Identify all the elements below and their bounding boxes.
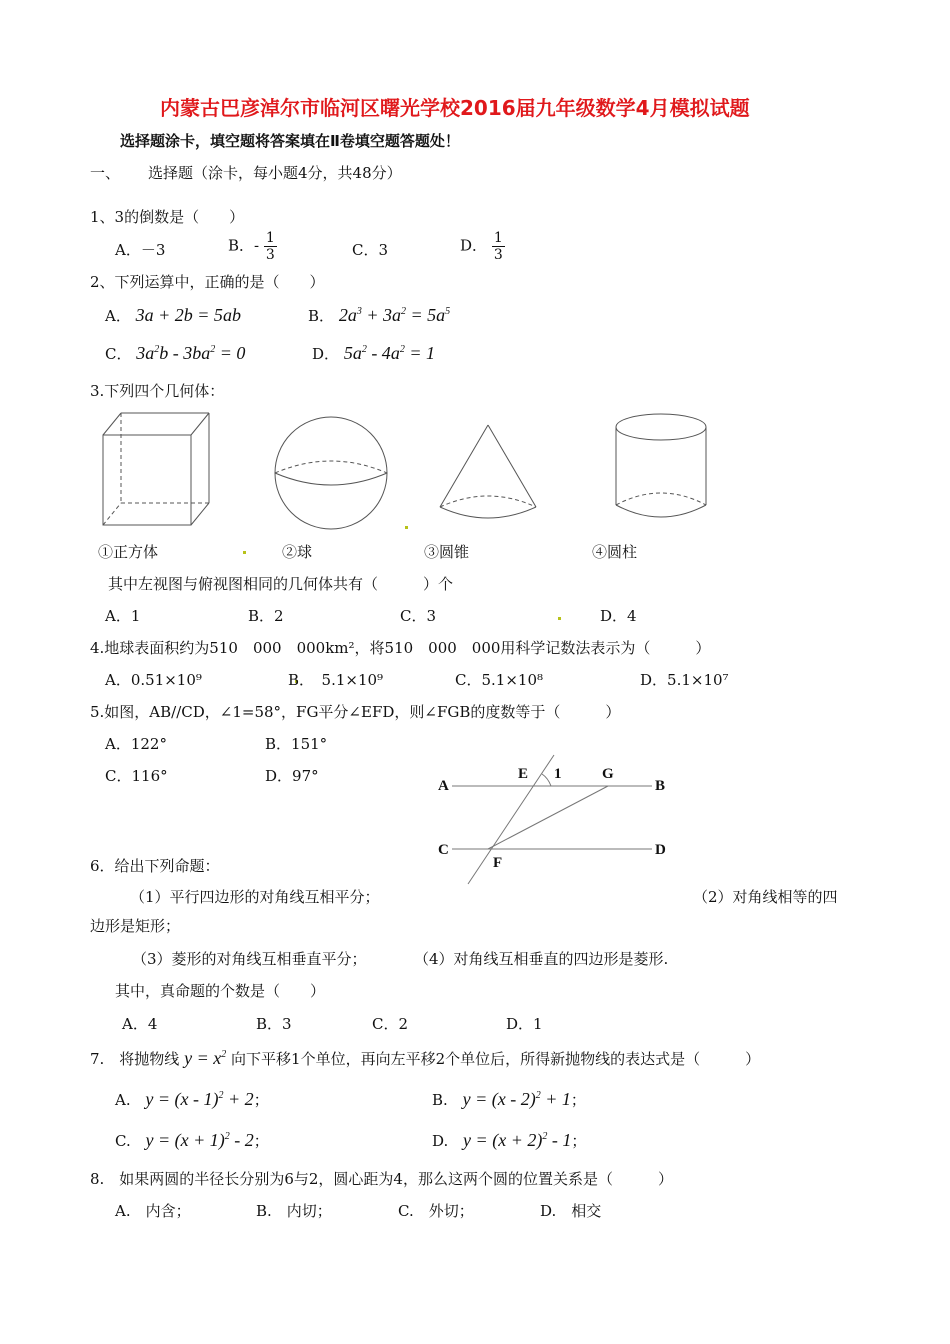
q6-option-d: D．1 xyxy=(506,1015,543,1033)
q3-solids-figure xyxy=(95,405,725,535)
q2-option-d: D． $5a^2 - 4a^2 = 1$ xyxy=(312,343,435,363)
q4-option-a: A．0.51×10⁹ xyxy=(105,671,202,689)
q6-option-b: B．3 xyxy=(256,1015,292,1033)
q3-label-cylinder: ④圆柱 xyxy=(592,543,638,561)
q5-point-d: D xyxy=(655,842,666,858)
q5-angle-1: 1 xyxy=(554,766,562,782)
q6-proposition-3: （3）菱形的对角线互相垂直平分； xyxy=(132,950,367,968)
q8-option-c: C. 外切； xyxy=(398,1202,474,1220)
q5-stem: 5.如图，AB//CD，∠1=58°，FG平分∠EFD，则∠FGB的度数等于（ ） xyxy=(90,703,621,721)
q8-option-a: A. 内含； xyxy=(115,1202,191,1220)
q4-option-b: B． 5.1×10⁹ xyxy=(288,671,384,689)
q3-option-d: D．4 xyxy=(600,607,637,625)
q7-option-a: A. y = (x - 1)$^2$ + 2； xyxy=(115,1089,269,1109)
q5-point-c: C xyxy=(438,842,449,858)
q3-option-c: C．3 xyxy=(400,607,437,625)
q7-option-b: B. y = (x - 2)$^2$ + 1； xyxy=(432,1089,586,1109)
q2-stem: 2、下列运算中，正确的是（ ） xyxy=(90,273,325,291)
q1-stem: 1、3的倒数是（ ） xyxy=(90,208,245,226)
q5-point-f: F xyxy=(493,855,503,871)
q3-option-b: B．2 xyxy=(248,607,284,625)
sphere-shape xyxy=(275,417,387,529)
q3-option-a: A．1 xyxy=(105,607,141,625)
q2-option-c: C． $3a^2b - 3ba^2 = 0$ xyxy=(105,343,246,363)
q5-option-c: C．116° xyxy=(105,767,168,785)
q5-option-d: D．97° xyxy=(265,767,319,785)
q1-option-a: A．－3 xyxy=(115,241,166,259)
q6-proposition-2b: 边形是矩形； xyxy=(90,917,181,935)
q8-option-d: D. 相交 xyxy=(540,1202,602,1220)
cone-shape xyxy=(440,425,536,518)
q3-label-cone: ③圆锥 xyxy=(424,543,470,561)
q3-question: 其中左视图与俯视图相同的几何体共有（ ）个 xyxy=(108,575,454,593)
notice-text: 选择题涂卡，填空题将答案填在Ⅱ卷填空题答题处！ xyxy=(120,132,460,150)
q2-option-a: A． 3a + 2b = 5ab xyxy=(105,305,241,325)
q6-question: 其中，真命题的个数是（ ） xyxy=(115,982,326,1000)
q4-stem: 4.地球表面积约为510 000 000km²，将510 000 000用科学记数法表示为（ ） xyxy=(90,639,711,657)
q6-option-c: C．2 xyxy=(372,1015,409,1033)
q5-option-b: B．151° xyxy=(265,735,328,753)
q6-option-a: A．4 xyxy=(122,1015,158,1033)
q7-option-c: C. $y = (x + 1)^2 - 2$； xyxy=(115,1130,269,1150)
page-title: 内蒙古巴彦淖尔市临河区曙光学校2016届九年级数学4月模拟试题 xyxy=(160,96,750,120)
q8-stem: 8. 如果两圆的半径长分别为6与2，圆心距为4，那么这两个圆的位置关系是（ ） xyxy=(90,1170,673,1188)
q6-proposition-4: （4）对角线互相垂直的四边形是菱形. xyxy=(414,950,669,968)
section-label: 选择题（涂卡，每小题4分，共48分） xyxy=(148,164,402,182)
q2-option-b: B． $2a^3 + 3a^2 = 5a^5$ xyxy=(308,305,451,325)
q1-option-c: C．3 xyxy=(352,241,389,259)
q5-point-b: B xyxy=(655,778,666,794)
q1-option-b: B．- $\frac{1}{3}$ xyxy=(228,230,275,263)
cylinder-shape xyxy=(616,414,706,517)
q8-option-b: B. 内切； xyxy=(256,1202,332,1220)
cube-shape xyxy=(103,413,209,525)
q6-stem: 6．给出下列命题： xyxy=(90,857,220,875)
q5-point-a: A xyxy=(438,778,449,794)
q4-option-d: D．5.1×10⁷ xyxy=(640,671,729,689)
q7-stem: 7. 将抛物线 $y = x^2$ 向下平移1个单位，再向左平移2个单位后，所得新抛物线的表达式是（ ） xyxy=(90,1048,761,1068)
q6-proposition-2a: （2）对角线相等的四 xyxy=(693,888,838,906)
q3-label-sphere: ②球 xyxy=(282,543,313,561)
q3-stem: 3.下列四个几何体： xyxy=(90,382,225,400)
q6-proposition-1: （1）平行四边形的对角线互相平分； xyxy=(130,888,380,906)
q7-option-d: D. $y = (x + 2)^2 - 1$； xyxy=(432,1130,587,1150)
q1-option-d: D． $\frac{1}{3}$ xyxy=(460,230,503,263)
section-number: 一、 xyxy=(90,164,121,182)
q5-option-a: A．122° xyxy=(105,735,167,753)
q5-point-e: E xyxy=(518,766,529,782)
q5-point-g: G xyxy=(602,766,614,782)
q3-label-cube: ①正方体 xyxy=(98,543,159,561)
q4-option-c: C．5.1×10⁸ xyxy=(455,671,544,689)
